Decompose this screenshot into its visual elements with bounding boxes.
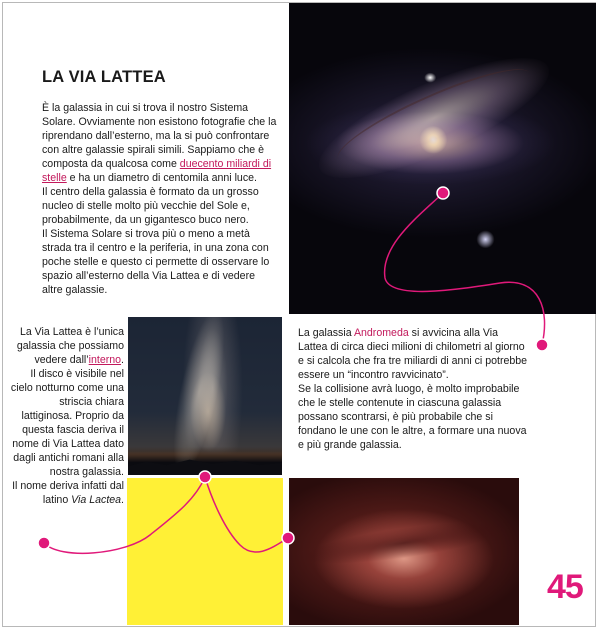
andromeda-galaxy-photo — [289, 3, 596, 314]
main-paragraph-3: Il Sistema Solare si trova più o meno a metà strada tra il centro e la periferia, in una zona con poche stelle e questo ci permette di osservare lo spazio all’esterno della Via Lattea e di vedere altre galassie. — [42, 228, 270, 296]
milky-way-night-sky-photo — [128, 317, 282, 475]
yellow-panel — [127, 478, 283, 625]
galactic-core-photo — [289, 478, 519, 625]
horizon-silhouette — [128, 453, 282, 475]
page-number: 45 — [547, 568, 583, 606]
side-paragraph: La Via Lattea è l’unica galassia che possiamo vedere dall’interno. Il disco è visibile nel cielo notturno come una striscia chiara lattiginosa. Proprio da questa fascia deriva il nome di Via Lattea dato dagli antichi romani alla nostra galassia. Il nome deriva infatti dal latino Via Lactea. — [10, 326, 124, 506]
andromeda-paragraph: La galassia Andromeda si avvicina alla Via Lattea di circa dieci milioni di chilometri al giorno e si calcola che fra tre miliardi di anni ci potrebbe essere un “incontro ravvicinato”. Se la collisione avrà luogo, è molto improbabile che le stelle contenute in ciascuna galassia possano scontrarsi, è più probabile che si fondano le une con le altre, a formare una nuova e più grande galassia. — [298, 327, 528, 451]
main-paragraph-2: Il centro della galassia è formato da un grosso nucleo di stelle molto più vecchie del Sole e, probabilmente, da un gigantesco buco nero. — [42, 186, 259, 226]
main-paragraph-1: È la galassia in cui si trova il nostro Sistema Solare. Ovviamente non esistono fotografie che la riprendano dall’esterno, ma la si può confrontare con altre galassie spirali simili. Sappiamo che è composta da qualcosa come duecento miliardi di stelle e ha un diametro di centomila anni luce. — [42, 102, 277, 184]
page-title: LA VIA LATTEA — [42, 68, 166, 86]
highlight-andromeda: Andromeda — [353, 327, 409, 339]
milky-way-band — [163, 317, 236, 475]
main-paragraph — [42, 101, 278, 297]
highlight-stars-count: duecento miliardi di stelle — [42, 158, 272, 184]
latin-name: Via Lactea — [71, 494, 122, 506]
galactic-dust-lane — [298, 514, 510, 573]
highlight-interno: interno — [88, 354, 122, 366]
